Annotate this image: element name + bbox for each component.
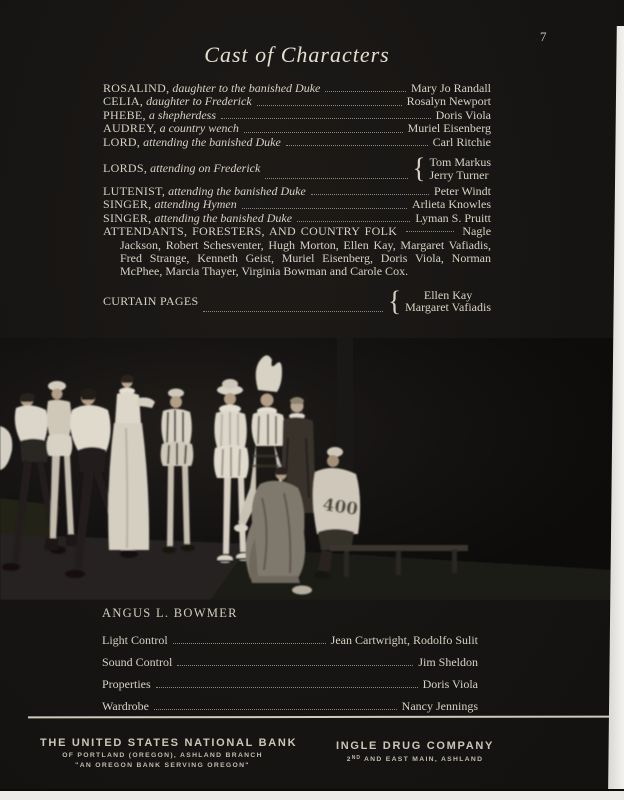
cast-row-attendants xyxy=(103,225,491,279)
role-descriptor: attending the banished Duke xyxy=(143,134,281,149)
cast-row xyxy=(103,82,491,95)
actor-name: Muriel Eisenberg xyxy=(407,121,491,136)
cast-row xyxy=(103,152,491,184)
role-label: SINGER, xyxy=(103,197,152,212)
actor-name: Arlieta Knowles xyxy=(412,197,491,212)
bank-ad-branch: OF PORTLAND (OREGON), ASHLAND BRANCH xyxy=(62,752,263,759)
ad-united-states-national-bank xyxy=(40,737,298,769)
leader-dots xyxy=(311,194,429,195)
leader-dots xyxy=(156,687,418,688)
crew-label: Light Control xyxy=(102,633,168,647)
role-label: AUDREY, xyxy=(103,121,157,136)
crew-name: Jim Sheldon xyxy=(418,655,478,669)
crew-row xyxy=(102,634,478,647)
actor-name: Lyman S. Pruitt xyxy=(415,210,491,225)
actor-name: Jerry Turner xyxy=(429,167,489,182)
leader-dots xyxy=(154,709,397,710)
role-descriptor: attending on Frederick xyxy=(150,160,261,175)
cast-row xyxy=(103,95,491,108)
cast-row xyxy=(103,185,491,198)
jersey-number: 400 xyxy=(321,495,360,520)
actor-name: Peter Windt xyxy=(434,184,491,199)
leader-dots xyxy=(257,105,402,106)
page-number: 7 xyxy=(540,29,547,44)
role-descriptor: attending Hymen xyxy=(154,197,237,212)
brace-glyph: { xyxy=(388,285,402,317)
leader-dots xyxy=(173,643,326,644)
crew-row xyxy=(102,656,478,669)
crew-row xyxy=(102,700,478,713)
cast-row xyxy=(103,109,491,122)
actor-name: Mary Jo Randall xyxy=(411,81,491,95)
actor-name: Margaret Vafiadis xyxy=(405,300,491,315)
role-label: ROSALIND, xyxy=(103,81,170,95)
cast-row xyxy=(103,122,491,135)
role-descriptor: daughter to Frederick xyxy=(146,94,252,109)
role-label: PHEBE, xyxy=(103,107,146,122)
role-descriptor: a country wench xyxy=(159,121,239,136)
cast-entry-left xyxy=(103,109,216,122)
leader-dots xyxy=(406,231,454,232)
role-descriptor: attending the banished Duke xyxy=(154,210,293,225)
cast-entry-left xyxy=(103,122,239,135)
director-credit: ANGUS L. BOWMER xyxy=(102,606,238,620)
role-label: CELIA, xyxy=(103,94,144,109)
leader-dots xyxy=(244,132,403,133)
cast-row xyxy=(103,198,491,211)
role-label: LUTENIST, xyxy=(103,184,166,199)
actor-name: Tom Markus xyxy=(429,154,491,169)
cast-entry-left xyxy=(103,185,306,198)
scan-edge-bottom xyxy=(0,789,624,800)
page-title: Cast of Characters xyxy=(204,42,390,67)
bank-ad-title: THE UNITED STATES NATIONAL BANK xyxy=(40,737,298,749)
role-label: CURTAIN PAGES xyxy=(103,293,199,308)
actor-name: Ellen Kay xyxy=(423,287,473,302)
leader-dots xyxy=(221,118,431,119)
cast-entry-left xyxy=(103,95,252,108)
role-descriptor: attending the banished Duke xyxy=(168,184,306,199)
cast-entry-left xyxy=(103,198,237,211)
crew-label: Properties xyxy=(102,677,151,691)
drug-ad-address-street: AND EAST MAIN, ASHLAND xyxy=(361,756,484,763)
drug-ad-address xyxy=(330,755,500,763)
leader-dots xyxy=(177,665,413,666)
dropped-hat xyxy=(292,586,312,595)
crew-name: Nancy Jennings xyxy=(401,699,478,713)
role-label: SINGER, xyxy=(103,210,152,225)
leader-dots xyxy=(265,178,407,179)
cast-list xyxy=(103,82,491,318)
cast-entry-left xyxy=(103,136,281,149)
leader-dots xyxy=(203,311,383,312)
crew-name: Doris Viola xyxy=(422,677,478,691)
leader-dots xyxy=(297,221,410,222)
cast-entry-left xyxy=(103,82,320,95)
leader-dots xyxy=(286,145,428,146)
ad-ingle-drug-company xyxy=(330,740,500,763)
leader-dots xyxy=(242,208,407,209)
role-label: LORD, xyxy=(103,134,141,149)
actor-name-stack xyxy=(430,156,492,181)
role-descriptor: a shepherdess xyxy=(148,107,217,122)
actor-name: Rosalyn Newport xyxy=(406,94,491,109)
actor-name: Doris Viola xyxy=(435,107,491,122)
crew-list xyxy=(102,634,478,713)
crew-label: Wardrobe xyxy=(102,699,150,713)
leader-dots xyxy=(325,91,406,92)
brace-glyph: { xyxy=(412,152,426,184)
cast-entry-left xyxy=(103,212,292,225)
crew-name: Jean Cartwright, Rodolfo Sulit xyxy=(330,633,478,647)
actor-name: Carl Ritchie xyxy=(432,134,491,149)
bank-ad-slogan: "AN OREGON BANK SERVING OREGON" xyxy=(75,762,250,769)
actor-name-stack xyxy=(405,289,491,314)
cast-row-curtain-pages xyxy=(103,285,491,317)
role-label: ATTENDANTS, FORESTERS, AND COUNTRY FOLK xyxy=(103,224,398,239)
role-descriptor: daughter to the banished Duke xyxy=(172,81,321,95)
production-photo xyxy=(0,338,624,600)
cast-entry-left xyxy=(103,162,260,175)
role-label: LORDS, xyxy=(103,160,148,175)
crew-row xyxy=(102,678,478,691)
cast-entry-left xyxy=(103,295,198,308)
actor-names: Nagle Jackson, Robert Schesventer, Hugh Morton, Ellen Kay, Margaret Vafiadis, Fred Strange, Kenneth Geist, Muriel Eisenberg, Doris Viola, Norman McPhee, Marcia Thayer, Virginia Bowman and Carole Cox. xyxy=(120,224,492,279)
crew-label: Sound Control xyxy=(102,655,173,669)
drug-ad-address-ordinal: ND xyxy=(351,755,362,761)
drug-ad-address-number: 2 xyxy=(346,756,352,763)
divider-rule xyxy=(28,716,614,719)
drug-ad-title: INGLE DRUG COMPANY xyxy=(335,740,495,752)
cast-row xyxy=(103,136,491,149)
credits-section xyxy=(102,606,478,713)
cast-row xyxy=(103,212,491,225)
